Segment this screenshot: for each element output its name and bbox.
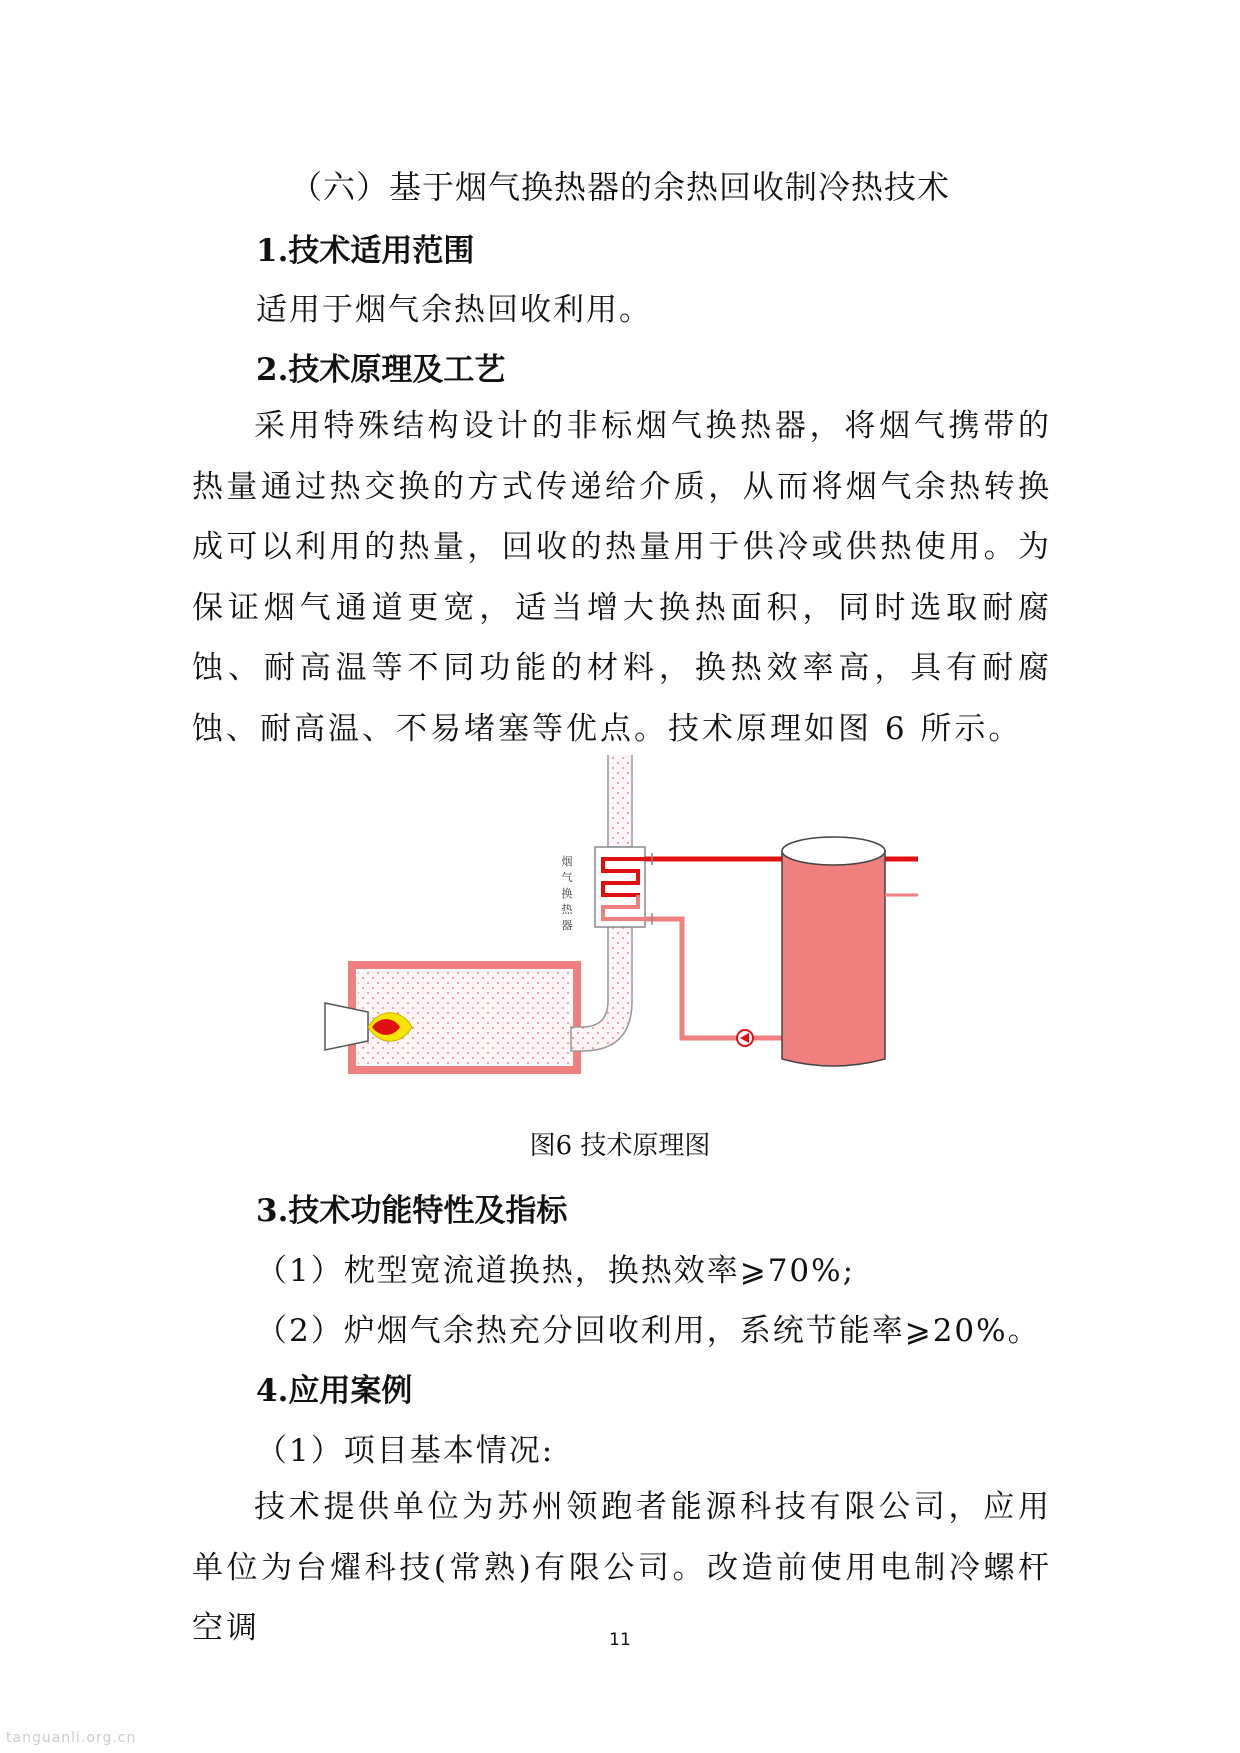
heading-cases: 4.应用案例 [256,1373,413,1409]
page-number: 11 [609,1630,631,1650]
svg-text:热: 热 [561,903,573,916]
svg-text:气: 气 [561,871,573,884]
heading-scope: 1.技术适用范围 [256,233,475,269]
chimney [608,755,632,847]
heat-exchanger-label [562,854,574,932]
heading-principle: 2.技术原理及工艺 [256,352,506,388]
feature-item-2: （2）炉烟气余热充分回收利用，系统节能率⩾20%。 [256,1313,1041,1349]
svg-text:换: 换 [561,887,573,900]
heading-features: 3.技术功能特性及指标 [256,1193,568,1229]
storage-tank [782,851,885,1066]
principle-diagram [320,755,940,1085]
principle-paragraph: 采用特殊结构设计的非标烟气换热器，将烟气携带的热量通过热交换的方式传递给介质，从而将烟气余热转换成可以利用的热量，回收的热量用于供冷或供热使用。为保证烟气通道更宽，适当增大换热面积，同时选取耐腐蚀、耐高温等不同功能的材料，换热效率高，具有耐腐蚀、耐高温、不易堵塞等优点。技术原理如图 6 所示。 [192,408,1052,747]
scope-text: 适用于烟气余热回收利用。 [256,292,652,328]
feature-item-1: （1）枕型宽流道换热，换热效率⩾70%; [256,1253,856,1289]
svg-text:烟: 烟 [561,855,573,868]
return-pipe [645,919,740,1038]
watermark: tanguanli.org.cn [6,1730,137,1746]
burner-nozzle [325,1003,368,1050]
case-item-1: （1）项目基本情况: [256,1433,555,1469]
section-title: （六）基于烟气换热器的余热回收制冷热技术 [289,168,950,206]
svg-text:器: 器 [561,919,573,932]
figure-caption: 图6 技术原理图 [529,1131,711,1161]
case-paragraph: 技术提供单位为苏州领跑者能源科技有限公司，应用单位为台燿科技(常熟)有限公司。改造前使用电制冷螺杆空调 [192,1489,1052,1646]
